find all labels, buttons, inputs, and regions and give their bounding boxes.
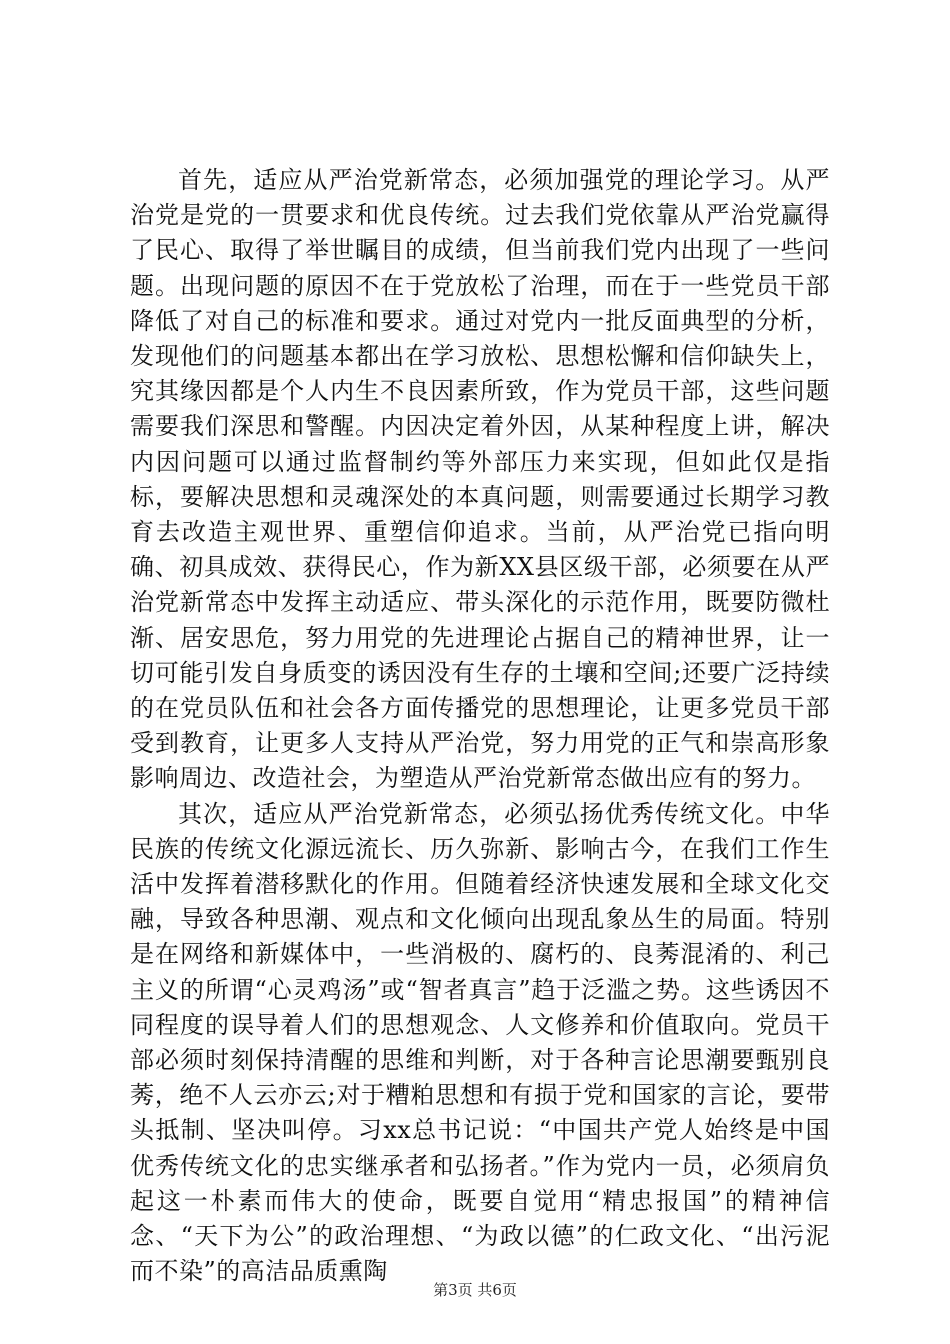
paragraph-1: 首先，适应从严治党新常态，必须加强党的理论学习。从严治党是党的一贯要求和优良传统。过去我们党依靠从严治党赢得了民心、取得了举世瞩目的成绩，但当前我们党内出现了一些问题。出现问题的原因不在于党放松了治理，而在于一些党员干部降低了对自己的标准和要求。通过对党内一批反面典型的分析，发现他们的问题基本都出在学习放松、思想松懈和信仰缺失上，究其缘因都是个人内生不良因素所致，作为党员干部，这些问题需要我们深思和警醒。内因决定着外因，从某种程度上讲，解决内因问题可以通过监督制约等外部压力来实现，但如此仅是指标，要解决思想和灵魂深处的本真问题，则需要通过长期学习教育去改造主观世界、重塑信仰追求。当前，从严治党已指向明确、初具成效、获得民心，作为新XX县区级干部，必须要在从严治党新常态中发挥主动适应、带头深化的示范作用，既要防微杜渐、居安思危，努力用党的先进理论占据自己的精神世界，让一切可能引发自身质变的诱因没有生存的土壤和空间;还要广泛持续的在党员队伍和社会各方面传播党的思想理论，让更多党员干部受到教育，让更多人支持从严治党，努力用党的正气和崇高形象影响周边、改造社会，为塑造从严治党新常态做出应有的努力。 [130,166,830,793]
page-number-footer: 第3页 共6页 [433,1281,517,1299]
paragraph-2: 其次，适应从严治党新常态，必须弘扬优秀传统文化。中华民族的传统文化源远流长、历久弥新、影响古今，在我们工作生活中发挥着潜移默化的作用。但随着经济快速发展和全球文化交融，导致各种思潮、观点和文化倾向出现乱象丛生的局面。特别是在网络和新媒体中，一些消极的、腐朽的、良莠混淆的、利己主义的所谓“心灵鸡汤”或“智者真言”趋于泛滥之势。这些诱因不同程度的误导着人们的思想观念、人文修养和价值取向。党员干部必须时刻保持清醒的思维和判断，对于各种言论思潮要甄别良莠，绝不人云亦云;对于糟粕思想和有损于党和国家的言论，要带头抵制、坚决叫停。习xx总书记说：“中国共产党人始终是中国优秀传统文化的忠实继承者和弘扬者。”作为党内一员，必须肩负起这一朴素而伟大的使命，既要自觉用“精忠报国”的精神信念、“天下为公”的政治理想、“为政以德”的仁政文化、“出污泥而不染”的高洁品质熏陶 [130,799,830,1286]
document-body [130,163,830,1290]
